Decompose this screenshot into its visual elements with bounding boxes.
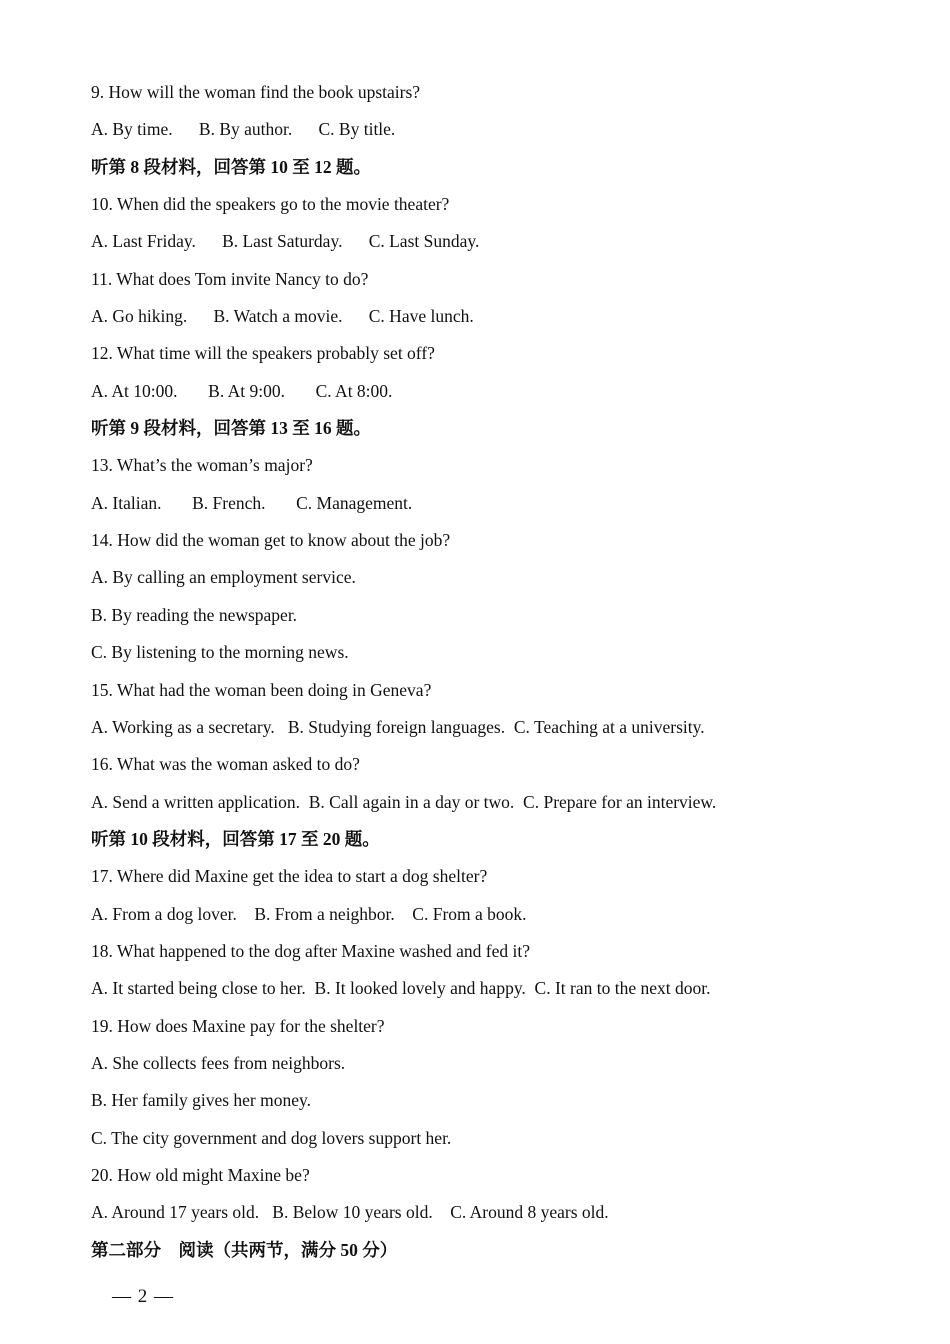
question-16: 16. What was the woman asked to do? [91, 754, 360, 775]
options-15: A. Working as a secretary. B. Studying foreign languages. C. Teaching at a university. [91, 716, 705, 737]
question-14: 14. How did the woman get to know about the job? [91, 530, 451, 551]
options-13: A. Italian. B. French. C. Management. [91, 492, 413, 513]
section-heading-8: 听第 8 段材料，回答第 10 至 12 题。 [91, 156, 371, 177]
question-10: 10. When did the speakers go to the movie theater? [91, 194, 450, 215]
question-17: 17. Where did Maxine get the idea to start a dog shelter? [91, 866, 488, 887]
question-9: 9. How will the woman find the book upstairs? [91, 82, 421, 102]
part-two-heading: 第二部分 阅读（共两节，满分 50 分） [91, 1239, 398, 1260]
options-17: A. From a dog lover. B. From a neighbor. C. From a book. [91, 903, 527, 924]
options-12: A. At 10:00. B. At 9:00. C. At 8:00. [91, 380, 393, 401]
options-11: A. Go hiking. B. Watch a movie. C. Have lunch. [91, 306, 474, 327]
option-14-a: A. By calling an employment service. [91, 567, 356, 588]
page-number: — 2 — [112, 1286, 174, 1307]
options-20: A. Around 17 years old. B. Below 10 years old. C. Around 8 years old. [91, 1202, 609, 1223]
option-19-c: C. The city government and dog lovers support her. [91, 1127, 452, 1148]
question-15: 15. What had the woman been doing in Geneva? [91, 679, 432, 700]
options-16: A. Send a written application. B. Call again in a day or two. C. Prepare for an interview. [91, 791, 717, 812]
question-12: 12. What time will the speakers probably set off? [91, 343, 435, 364]
section-heading-9: 听第 9 段材料，回答第 13 至 16 题。 [91, 418, 371, 439]
option-19-b: B. Her family gives her money. [91, 1090, 311, 1111]
options-18: A. It started being close to her. B. It looked lovely and happy. C. It ran to the next door. [91, 978, 711, 999]
question-13: 13. What’s the woman’s major? [91, 455, 313, 476]
question-18: 18. What happened to the dog after Maxine washed and fed it? [91, 940, 530, 961]
question-11: 11. What does Tom invite Nancy to do? [91, 268, 369, 289]
question-20: 20. How old might Maxine be? [91, 1164, 310, 1185]
options-9: A. By time. B. By author. C. By title. [91, 119, 396, 140]
option-14-c: C. By listening to the morning news. [91, 642, 349, 663]
section-heading-10: 听第 10 段材料，回答第 17 至 20 题。 [91, 828, 380, 849]
question-19: 19. How does Maxine pay for the shelter? [91, 1015, 385, 1036]
option-14-b: B. By reading the newspaper. [91, 604, 298, 625]
option-19-a: A. She collects fees from neighbors. [91, 1052, 346, 1073]
options-10: A. Last Friday. B. Last Saturday. C. Last Sunday. [91, 231, 480, 252]
exam-page-content [91, 78, 911, 1273]
